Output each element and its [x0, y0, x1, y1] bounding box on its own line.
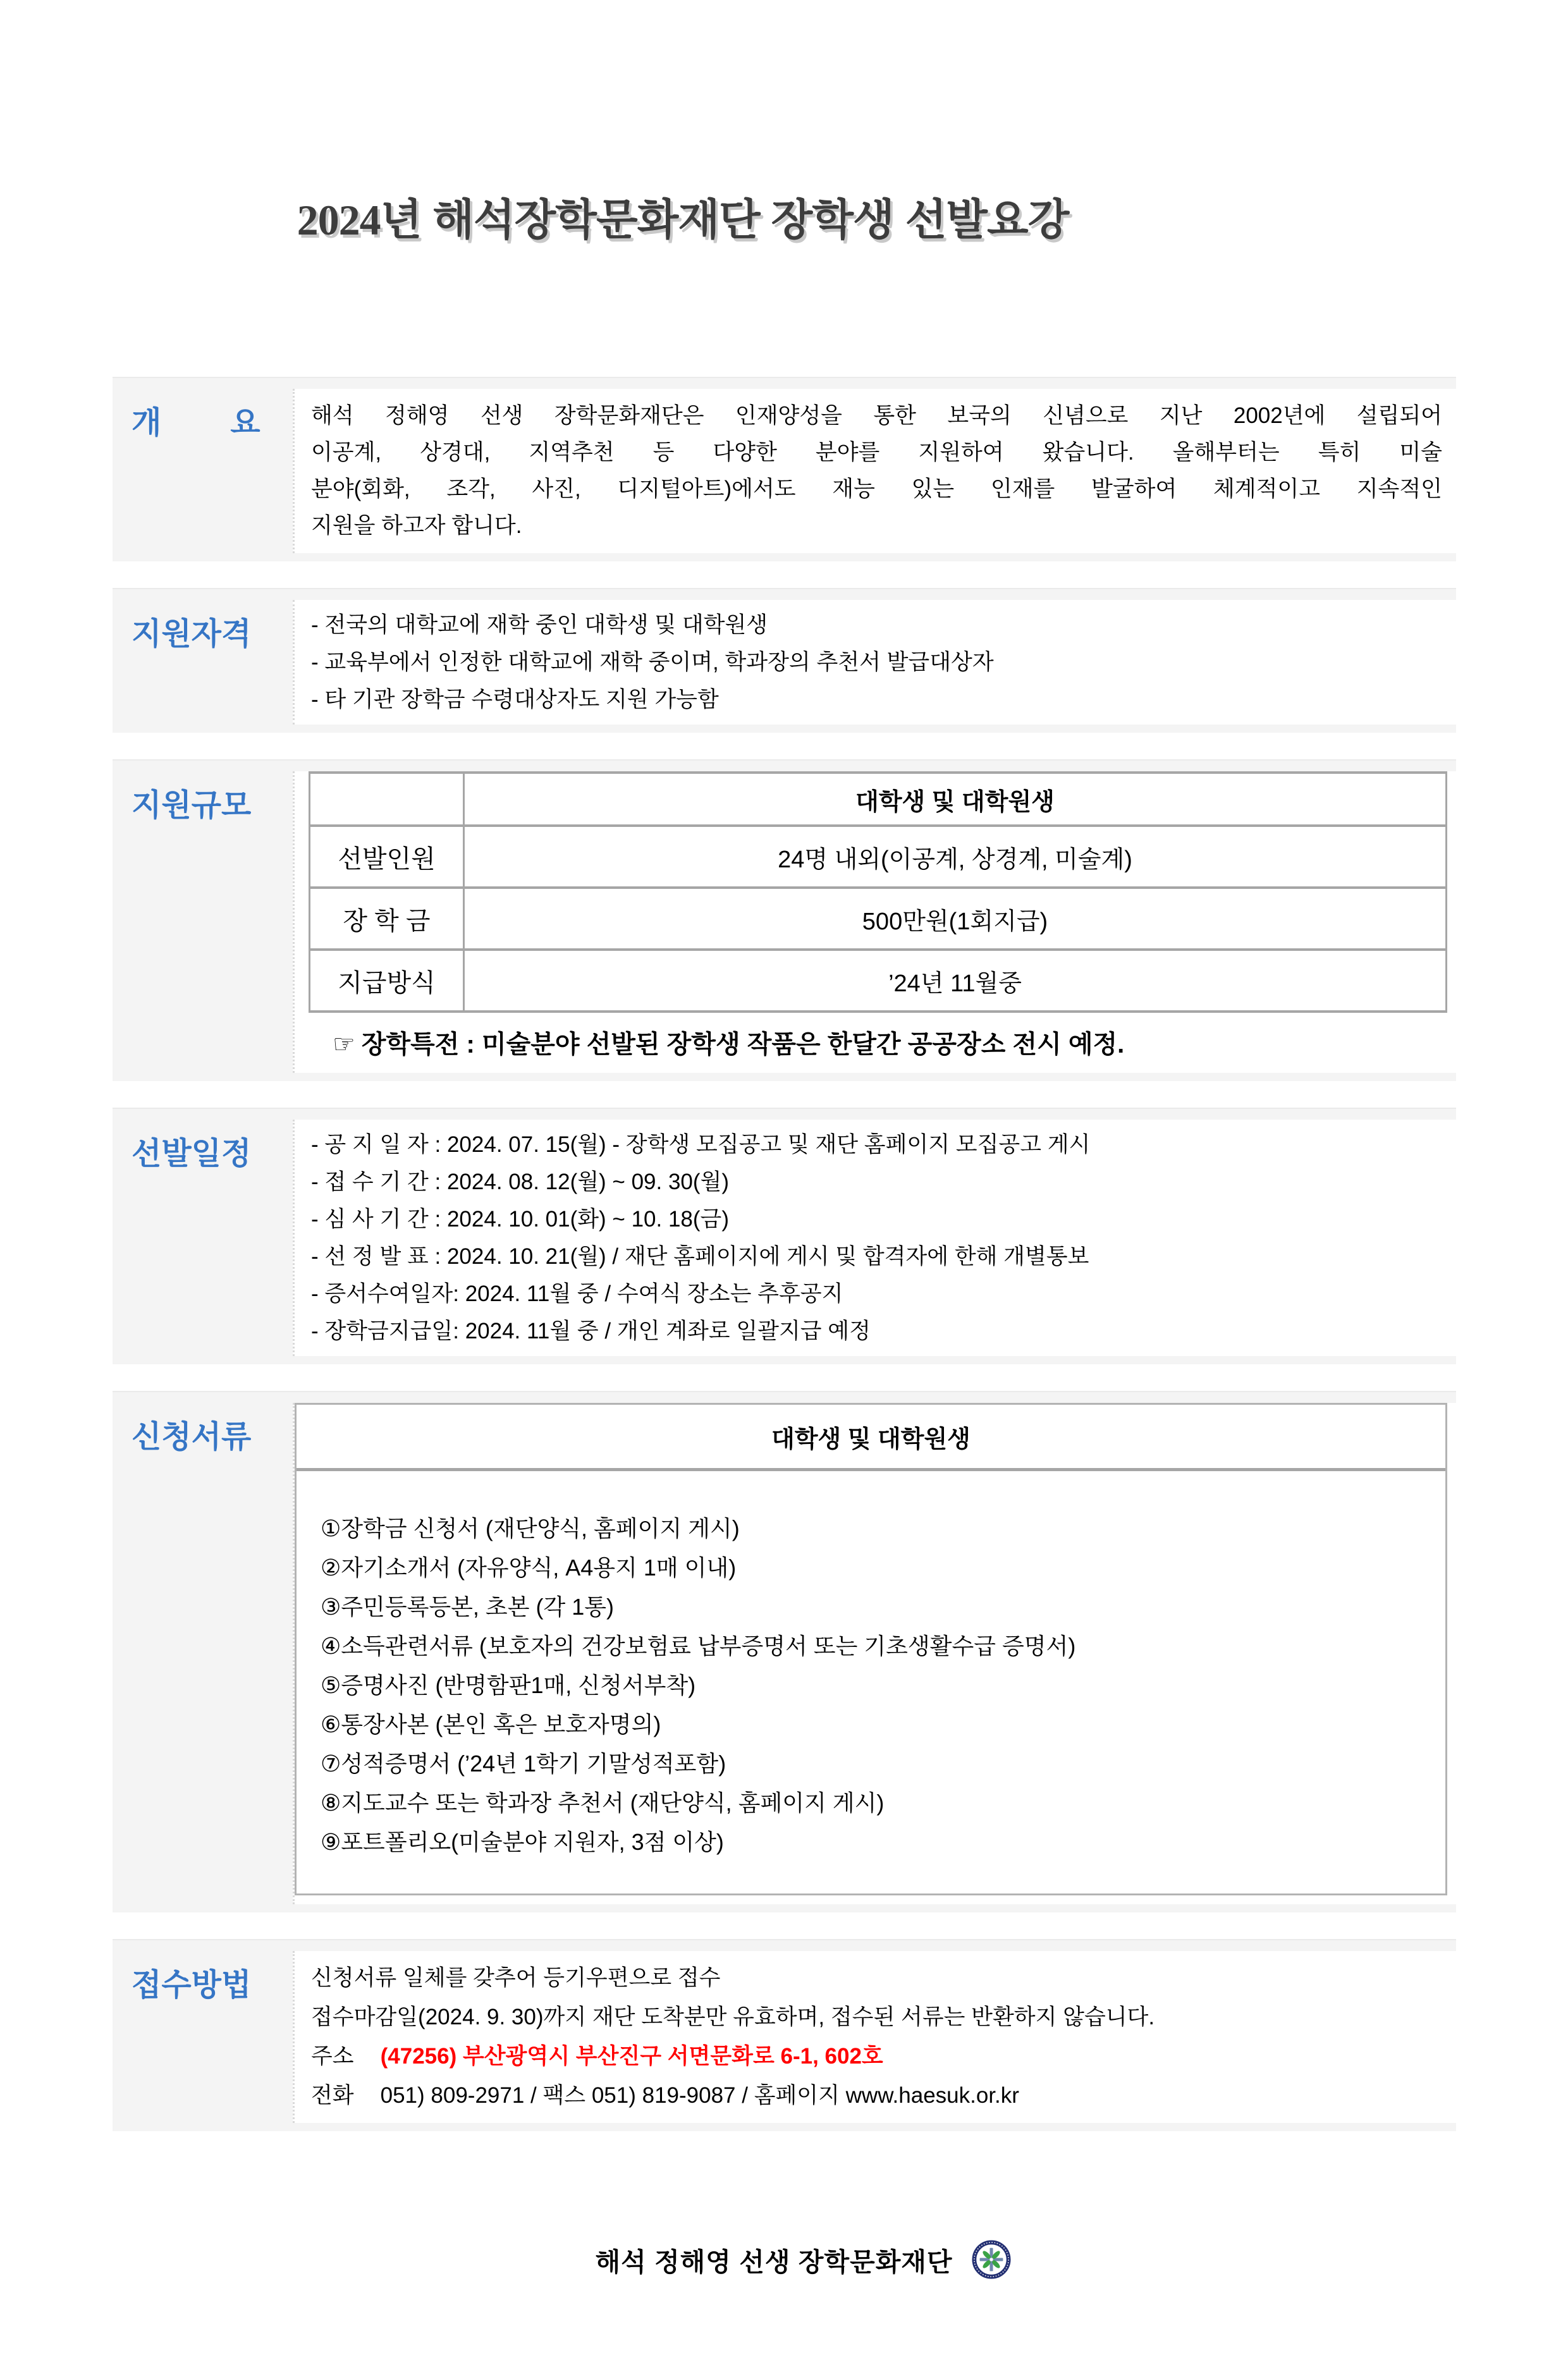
document-item: ②자기소개서 (자유양식, A4용지 1매 이내)	[321, 1555, 737, 1581]
section-scale-label: 지원규모	[132, 788, 252, 823]
section-scale	[113, 759, 1456, 1081]
section-overview-body	[293, 378, 1456, 561]
schedule-item: - 심 사 기 간 : 2024. 10. 01(화) ~ 10. 18(금)	[311, 1207, 730, 1232]
documents-list	[297, 1471, 1445, 1893]
table-row-label: 선발인원	[310, 826, 464, 888]
schedule-item: - 접 수 기 간 : 2024. 08. 12(월) ~ 09. 30(월)	[311, 1170, 730, 1195]
documents-box-header: 대학생 및 대학원생	[297, 1405, 1445, 1471]
submission-line-phone	[311, 2076, 1443, 2115]
table-row-label: 장 학 금	[310, 888, 464, 950]
section-submission-label: 접수방법	[132, 1968, 252, 2003]
documents-content	[293, 1403, 1456, 1904]
overview-line: 해석 정해영 선생 장학문화재단은 인재양성을 통한 보국의 신념으로 지난 2002년에 설립되어	[311, 403, 1442, 429]
section-schedule-label: 선발일정	[132, 1137, 252, 1171]
section-submission-body	[293, 1940, 1456, 2131]
section-schedule	[113, 1108, 1456, 1364]
eligibility-item: - 타 기관 장학금 수령대상자도 지원 가능함	[311, 687, 719, 713]
schedule-list	[293, 1120, 1456, 1356]
section-overview	[113, 377, 1456, 561]
section-eligibility-label: 지원자격	[132, 617, 252, 652]
document-item: ⑤증명사진 (반명함판1매, 신청서부착)	[321, 1672, 696, 1699]
foundation-seal-icon	[972, 2240, 1011, 2279]
title-year: 2024	[297, 195, 381, 244]
overview-line: 분야(회화, 조각, 사진, 디지털아트)에서도 재능 있는 인재를 발굴하여 체계적이고 지속적인	[311, 477, 1442, 502]
schedule-item: - 증서수여일자: 2024. 11월 중 / 수여식 장소는 추후공지	[311, 1281, 843, 1307]
eligibility-list	[293, 600, 1456, 725]
eligibility-item: - 교육부에서 인정한 대학교에 재학 중이며, 학과장의 추천서 발급대상자	[311, 650, 994, 675]
section-eligibility-body	[293, 589, 1456, 733]
table-row-value: ’24년 11월중	[464, 950, 1447, 1012]
title-area	[0, 0, 1568, 276]
section-eligibility	[113, 588, 1456, 733]
table-header-row	[310, 773, 1447, 826]
pointing-hand-icon: ☞	[333, 1031, 355, 1059]
section-submission	[113, 1939, 1456, 2131]
page-title	[297, 186, 1069, 247]
submission-line-method: 신청서류 일체를 갖추어 등기우편으로 접수	[311, 1966, 721, 1991]
submission-line-address	[311, 2037, 1443, 2076]
document-item: ④소득관련서류 (보호자의 건강보험료 납부증명서 또는 기초생활수급 증명서)	[321, 1633, 1076, 1660]
title-text: 년 해석장학문화재단 장학생 선발요강	[380, 195, 1069, 244]
overview-line: 지원을 하고자 합니다.	[311, 513, 522, 539]
section-documents-label: 신청서류	[132, 1420, 252, 1455]
footer	[19, 2240, 1568, 2355]
document-item: ⑥통장사본 (본인 혹은 보호자명의)	[321, 1711, 661, 1738]
schedule-item: - 선 정 발 표 : 2024. 10. 21(월) / 재단 홈페이지에 게시 및 합격자에 한해 개별통보	[311, 1244, 1089, 1269]
scale-content	[293, 771, 1456, 1073]
document-item: ③주민등록등본, 초본 (각 1통)	[321, 1594, 615, 1620]
scale-benefit-note	[333, 1024, 1447, 1060]
schedule-item: - 장학금지급일: 2024. 11월 중 / 개인 계좌로 일괄지급 예정	[311, 1319, 871, 1344]
table-row	[310, 888, 1447, 950]
document-body	[113, 377, 1456, 2131]
section-scale-body	[293, 761, 1456, 1081]
schedule-item: - 공 지 일 자 : 2024. 07. 15(월) - 장학생 모집공고 및 재단 홈페이지 모집공고 게시	[311, 1132, 1091, 1158]
document-item: ⑧지도교수 또는 학과장 추천서 (재단양식, 홈페이지 게시)	[321, 1790, 885, 1816]
phone-value: 051) 809-2971 / 팩스 051) 819-9087 / 홈페이지 www.haesuk.or.kr	[380, 2083, 1019, 2108]
table-row-label: 지급방식	[310, 950, 464, 1012]
table-header-cell: 대학생 및 대학원생	[464, 773, 1447, 826]
eligibility-item: - 전국의 대학교에 재학 중인 대학생 및 대학원생	[311, 613, 768, 638]
table-row	[310, 826, 1447, 888]
table-row-value: 500만원(1회지급)	[464, 888, 1447, 950]
submission-line-deadline: 접수마감일(2024. 9. 30)까지 재단 도착분만 유효하며, 접수된 서류는 반환하지 않습니다.	[311, 2005, 1155, 2030]
section-overview-label: 개 요	[132, 406, 260, 441]
address-label: 주소	[311, 2044, 354, 2069]
document-item: ⑨포트폴리오(미술분야 지원자, 3점 이상)	[321, 1829, 724, 1856]
overview-paragraph	[293, 389, 1456, 553]
section-documents-body	[293, 1392, 1456, 1912]
document-item: ①장학금 신청서 (재단양식, 홈페이지 게시)	[321, 1515, 740, 1542]
documents-box	[295, 1403, 1447, 1895]
scale-benefit-text: 장학특전 : 미술분야 선발된 장학생 작품은 한달간 공공장소 전시 예정.	[361, 1031, 1125, 1059]
phone-label: 전화	[311, 2083, 354, 2108]
table-corner-cell	[310, 773, 464, 826]
table-row	[310, 950, 1447, 1012]
overview-line: 이공계, 상경대, 지역추천 등 다양한 분야를 지원하여 왔습니다. 올해부터는 특히 미술	[311, 440, 1442, 465]
submission-content	[293, 1951, 1456, 2123]
scale-table	[309, 771, 1447, 1013]
document-item: ⑦성적증명서 (’24년 1학기 기말성적포함)	[321, 1751, 726, 1777]
section-documents	[113, 1391, 1456, 1912]
address-value: (47256) 부산광역시 부산진구 서면문화로 6-1, 602호	[380, 2044, 883, 2069]
table-row-value: 24명 내외(이공계, 상경계, 미술계)	[464, 826, 1447, 888]
section-schedule-body	[293, 1109, 1456, 1364]
footer-organization-name: 해석 정해영 선생 장학문화재단	[595, 2247, 953, 2277]
